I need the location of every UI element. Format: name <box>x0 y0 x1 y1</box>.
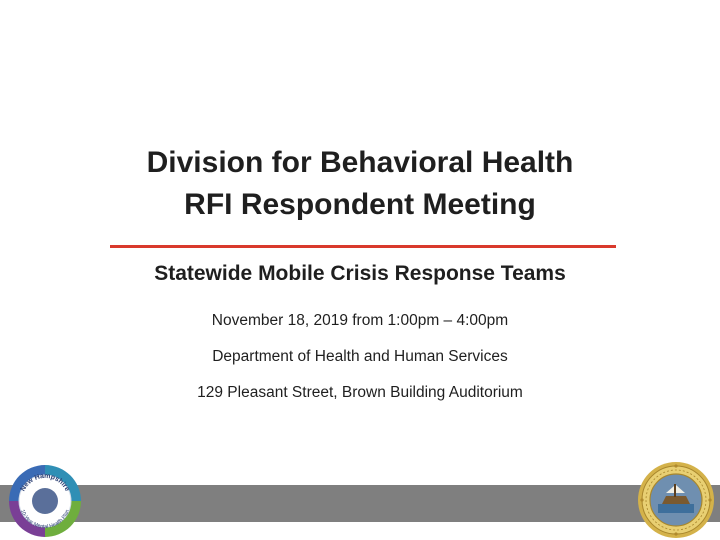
logo-text-bottom: 10-Year Mental Health Plan <box>19 508 71 531</box>
slide-title <box>0 142 720 226</box>
title-line-2: RFI Respondent Meeting <box>184 188 536 221</box>
meeting-location: 129 Pleasant Street, Brown Building Auditorium <box>197 384 523 401</box>
logo-text-top: New Hampshire <box>19 472 71 493</box>
footer-bar <box>0 485 720 522</box>
meeting-details <box>0 308 720 416</box>
title-line-1: Division for Behavioral Health <box>146 146 574 179</box>
slide-subtitle: Statewide Mobile Crisis Response Teams <box>154 262 566 285</box>
meeting-organization: Department of Health and Human Services <box>212 348 508 365</box>
new-hampshire-state-seal-icon <box>636 460 716 540</box>
nh-mental-health-plan-logo-icon <box>6 462 84 540</box>
meeting-date: November 18, 2019 from 1:00pm – 4:00pm <box>211 312 509 329</box>
title-divider <box>110 245 616 248</box>
